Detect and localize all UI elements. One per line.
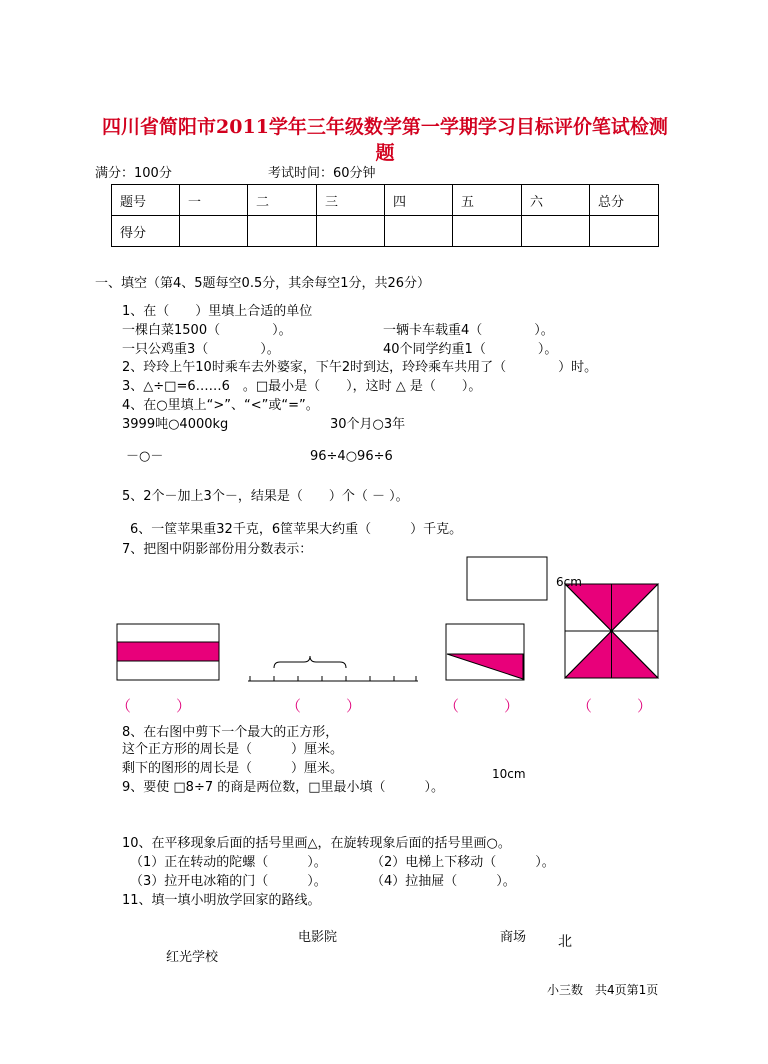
page-title: 四川省简阳市2011学年三年级数学第一学期学习目标评价笔试检测 <box>102 116 668 138</box>
q6: 6、一筐苹果重32千克，6筐苹果大约重（ ）千克。 <box>130 522 463 537</box>
map-north: 北 <box>558 934 572 950</box>
q10-a: （1）正在转动的陀螺（ ）。 <box>130 855 327 870</box>
section-heading: 一、填空（第4、5题每空0.5分，其余每空1分，共26分） <box>95 276 431 291</box>
header-cell: 五 <box>453 185 522 216</box>
q7: 7、把图中阴影部份用分数表示： <box>122 542 313 557</box>
q1-b: 一辆卡车载重4（ ）。 <box>383 323 554 338</box>
q4-d: 96÷4○96÷6 <box>310 449 393 464</box>
q1-d: 40个同学约重1（ ）。 <box>383 342 558 357</box>
answer-paren-2[interactable]: （ ） <box>286 697 362 715</box>
q3: 3、△÷□=6……6 。□最小是（ ），这时 △ 是（ ）。 <box>122 379 482 394</box>
full-score: 满分：100分 <box>95 166 172 181</box>
q2: 2、玲玲上午10时乘车去外婆家，下午2时到达，玲玲乘车共用了（ ）时。 <box>122 360 598 375</box>
exam-time: 考试时间：60分钟 <box>268 166 376 181</box>
header-cell: 四 <box>385 185 453 216</box>
q9: 9、要使 □8÷7 的商是两位数，□里最小填（ ）。 <box>122 780 445 795</box>
q4-a: 3999吨○4000kg <box>122 417 229 432</box>
q8-b: 剩下的图形的周长是（ ）厘米。 <box>122 761 344 776</box>
figure-q8-rectangle <box>467 557 547 600</box>
page-footer: 小三数 共4页第1页 <box>547 983 659 997</box>
label-10cm: 10cm <box>492 767 526 781</box>
q4-c: －○－ <box>126 449 164 464</box>
header-cell: 三 <box>317 185 385 216</box>
q10-c: （3）拉开电冰箱的门（ ）。 <box>130 874 327 889</box>
q8-a: 这个正方形的周长是（ ）厘米。 <box>122 742 344 757</box>
figure-shaded-triangle <box>446 624 524 680</box>
header-cell: 一 <box>180 185 248 216</box>
map-school: 红光学校 <box>166 950 219 965</box>
page-title-continued: 题 <box>375 142 395 164</box>
header-cell: 总分 <box>590 185 659 216</box>
answer-paren-3[interactable]: （ ） <box>444 697 520 715</box>
q10-b: （2）电梯上下移动（ ）。 <box>371 855 555 870</box>
map-cinema: 电影院 <box>298 930 338 945</box>
q4-b: 30个月○3年 <box>330 417 406 432</box>
q1-a: 一棵白菜1500（ ）。 <box>122 323 292 338</box>
q11: 11、填一填小明放学回家的路线。 <box>122 893 321 908</box>
header-cell: 题号 <box>112 185 180 216</box>
figure-number-line <box>248 656 418 681</box>
score-row-label: 得分 <box>112 216 180 247</box>
q1-c: 一只公鸡重3（ ）。 <box>122 342 280 357</box>
answer-paren-1[interactable]: （ ） <box>116 697 192 715</box>
q8-title: 8、在右图中剪下一个最大的正方形， <box>122 725 339 740</box>
q1-title: 1、在（ ）里填上合适的单位 <box>122 304 313 319</box>
header-cell: 二 <box>248 185 317 216</box>
header-cell: 六 <box>522 185 590 216</box>
q10-title: 10、在平移现象后面的括号里画△，在旋转现象后面的括号里画○。 <box>122 836 511 851</box>
q10-d: （4）拉抽屉（ ）。 <box>371 874 516 889</box>
map-mall: 商场 <box>500 930 527 945</box>
q4-title: 4、在○里填上“>”、“<”或“=”。 <box>122 398 319 413</box>
label-6cm: 6cm <box>556 575 582 589</box>
figure-shaded-band <box>117 624 219 680</box>
figure-shaded-square <box>565 584 658 678</box>
q5: 5、2个－加上3个－，结果是（ ）个（ － ）。 <box>122 489 409 504</box>
answer-paren-4[interactable]: （ ） <box>577 697 653 715</box>
